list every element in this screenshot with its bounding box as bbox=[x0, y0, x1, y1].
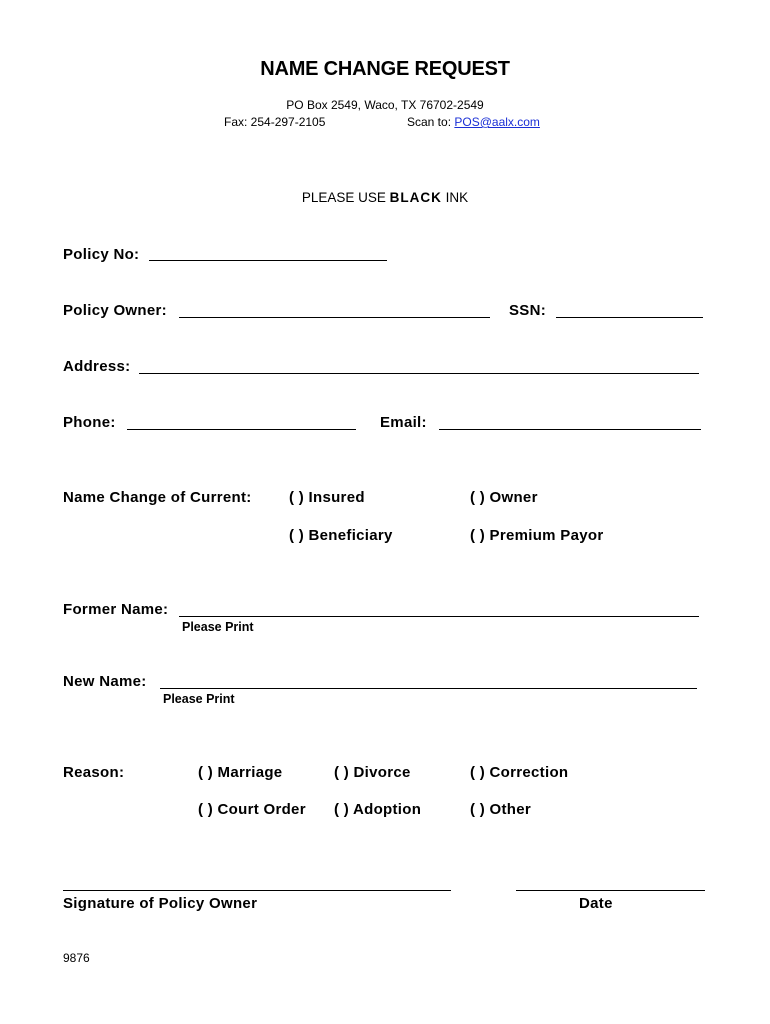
ssn-label: SSN: bbox=[509, 302, 547, 319]
ink-instruction-prefix: PLEASE USE bbox=[301, 190, 386, 205]
reason-divorce[interactable]: ( ) Divorce bbox=[334, 764, 411, 781]
name-change-label: Name Change of Current: bbox=[63, 489, 252, 506]
former-name-hint: Please Print bbox=[182, 620, 254, 634]
new-name-hint: Please Print bbox=[163, 692, 235, 706]
reason-other[interactable]: ( ) Other bbox=[470, 801, 532, 818]
ssn-field[interactable] bbox=[556, 317, 703, 318]
option-beneficiary[interactable]: ( ) Beneficiary bbox=[289, 527, 393, 544]
date-label: Date bbox=[579, 895, 613, 912]
address-label: Address: bbox=[63, 358, 131, 375]
email-field[interactable] bbox=[439, 429, 701, 430]
fax-number: Fax: 254-297-2105 bbox=[224, 115, 326, 129]
option-premium-payor[interactable]: ( ) Premium Payor bbox=[470, 527, 604, 544]
phone-field[interactable] bbox=[127, 429, 356, 430]
reason-court-order[interactable]: ( ) Court Order bbox=[198, 801, 306, 818]
signature-label: Signature of Policy Owner bbox=[63, 895, 258, 912]
new-name-field[interactable] bbox=[160, 688, 697, 689]
reason-marriage[interactable]: ( ) Marriage bbox=[198, 764, 283, 781]
option-insured[interactable]: ( ) Insured bbox=[289, 489, 365, 506]
policy-owner-label: Policy Owner: bbox=[63, 302, 167, 319]
signature-field[interactable] bbox=[63, 890, 451, 891]
policy-owner-field[interactable] bbox=[179, 317, 490, 318]
scan-to-label: Scan to: bbox=[407, 115, 452, 129]
email-label: Email: bbox=[380, 414, 427, 431]
former-name-label: Former Name: bbox=[63, 601, 169, 618]
ink-instruction-emphasis: BLACK bbox=[389, 190, 442, 205]
reason-correction[interactable]: ( ) Correction bbox=[470, 764, 569, 781]
ink-instruction bbox=[0, 190, 770, 205]
option-owner[interactable]: ( ) Owner bbox=[470, 489, 538, 506]
ink-instruction-suffix: INK bbox=[445, 190, 469, 205]
former-name-field[interactable] bbox=[179, 616, 699, 617]
address-field[interactable] bbox=[139, 373, 699, 374]
reason-adoption[interactable]: ( ) Adoption bbox=[334, 801, 422, 818]
scan-email-link[interactable]: POS@aalx.com bbox=[454, 115, 540, 129]
date-field[interactable] bbox=[516, 890, 705, 891]
policy-no-field[interactable] bbox=[149, 260, 387, 261]
policy-no-label: Policy No: bbox=[63, 246, 140, 263]
page-title: NAME CHANGE REQUEST bbox=[260, 58, 510, 80]
new-name-label: New Name: bbox=[63, 673, 147, 690]
form-number: 9876 bbox=[63, 951, 90, 965]
phone-label: Phone: bbox=[63, 414, 116, 431]
mailing-address: PO Box 2549, Waco, TX 76702-2549 bbox=[286, 98, 484, 112]
scan-to-line bbox=[407, 115, 540, 129]
reason-label: Reason: bbox=[63, 764, 125, 781]
